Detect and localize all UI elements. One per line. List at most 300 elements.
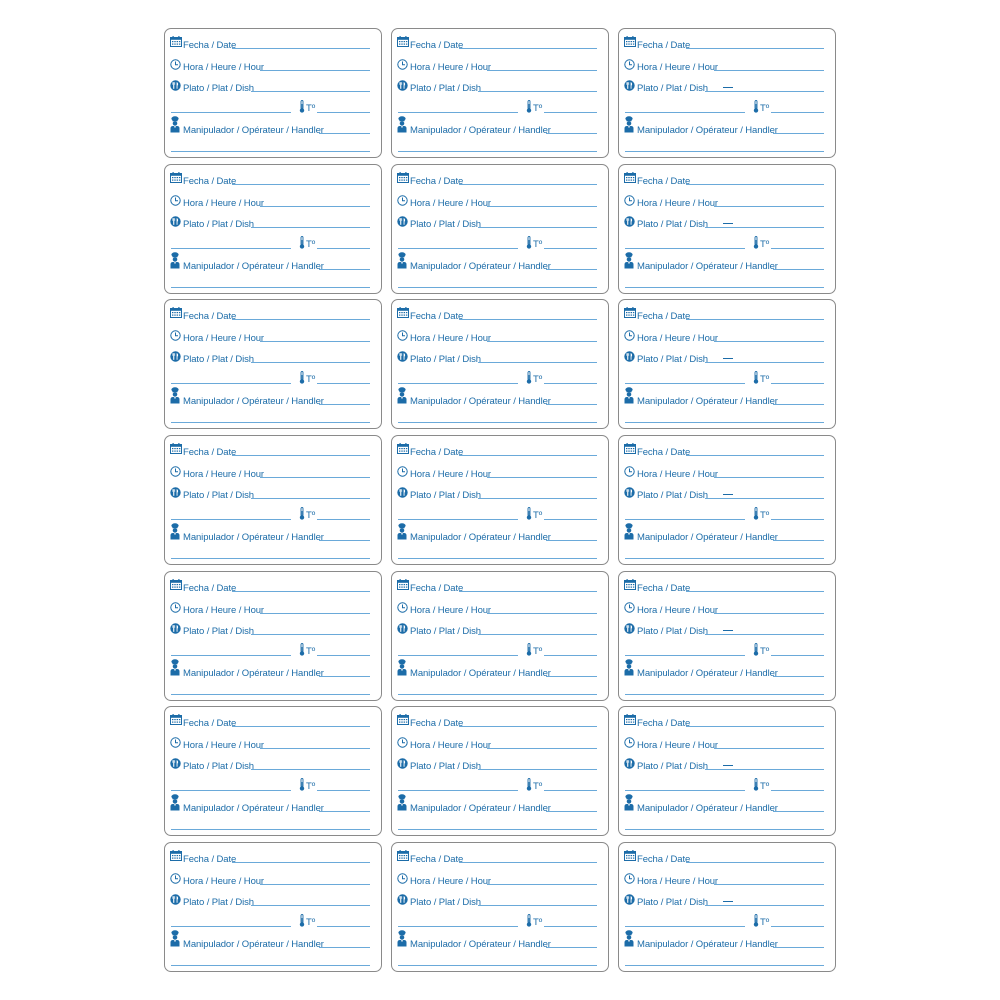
dish-field-line[interactable] (251, 769, 370, 770)
handler-field-line[interactable] (773, 540, 824, 541)
date-field-line[interactable] (459, 591, 597, 592)
date-label: Fecha / Date (183, 311, 237, 323)
handler-extra-line[interactable] (171, 422, 370, 423)
handler-label: Manipulador / Opérateur / Handler (637, 125, 778, 136)
calendar-icon (624, 172, 636, 183)
cutlery-icon (624, 758, 635, 769)
clock-icon (397, 737, 408, 748)
chef-icon (623, 659, 635, 676)
date-label: Fecha / Date (410, 854, 464, 866)
extra-field-line[interactable] (398, 790, 518, 791)
extra-field-line[interactable] (398, 655, 518, 656)
handler-label: Manipulador / Opérateur / Handler (183, 667, 324, 679)
hour-field-line[interactable] (487, 477, 597, 478)
dish-label: Plato / Plat / Dish (183, 218, 254, 230)
label-card (618, 842, 836, 972)
chef-icon (396, 252, 408, 269)
label-card (164, 164, 382, 294)
handler-extra-line[interactable] (625, 829, 824, 830)
temperature-field-line[interactable] (544, 383, 597, 384)
chef-icon (623, 794, 635, 811)
handler-label: Manipulador / Opérateur / Handler (183, 396, 324, 408)
hour-label: Hora / Heure / Hour (637, 333, 718, 345)
handler-extra-line[interactable] (171, 965, 370, 966)
date-label: Fecha / Date (637, 175, 691, 187)
extra-field-line[interactable] (171, 519, 291, 520)
calendar-icon (170, 307, 182, 318)
label-card (164, 299, 382, 429)
clock-icon (624, 602, 635, 613)
thermometer-icon (753, 914, 759, 927)
handler-label: Manipulador / Opérateur / Handler (637, 396, 778, 408)
hour-field-line[interactable] (260, 206, 370, 207)
clock-icon (170, 195, 181, 206)
handler-extra-line[interactable] (171, 694, 370, 695)
clock-icon (170, 59, 181, 70)
dish-field-line[interactable] (478, 769, 597, 770)
handler-label: Manipulador / Opérateur / Handler (637, 803, 778, 815)
temperature-field-line[interactable] (771, 112, 824, 113)
date-field-line[interactable] (686, 319, 824, 320)
thermometer-icon (753, 643, 759, 656)
date-label: Fecha / Date (183, 718, 237, 730)
chef-icon (396, 523, 408, 540)
hour-label: Hora / Heure / Hour (410, 62, 491, 73)
handler-extra-line[interactable] (171, 287, 370, 288)
temperature-field-line[interactable] (544, 926, 597, 927)
handler-field-line[interactable] (773, 676, 824, 677)
temperature-field-line[interactable] (544, 790, 597, 791)
date-field-line[interactable] (686, 48, 824, 49)
label-card (391, 164, 609, 294)
handler-extra-line[interactable] (398, 829, 597, 830)
handler-extra-line[interactable] (398, 422, 597, 423)
calendar-icon (170, 172, 182, 183)
hour-field-line[interactable] (260, 70, 370, 71)
handler-field-line[interactable] (546, 269, 597, 270)
date-field-line[interactable] (232, 862, 370, 863)
dish-label: Plato / Plat / Dish (637, 83, 708, 94)
hour-field-line[interactable] (260, 613, 370, 614)
clock-icon (624, 737, 635, 748)
handler-label: Manipulador / Opérateur / Handler (410, 803, 551, 815)
date-field-line[interactable] (459, 455, 597, 456)
dish-field-line[interactable] (478, 227, 597, 228)
handler-extra-line[interactable] (625, 422, 824, 423)
extra-field-line[interactable] (625, 655, 745, 656)
cutlery-icon (624, 487, 635, 498)
handler-field-line[interactable] (546, 540, 597, 541)
dish-dash-mark (723, 223, 733, 224)
extra-field-line[interactable] (398, 383, 518, 384)
dish-field-line[interactable] (478, 634, 597, 635)
hour-field-line[interactable] (260, 748, 370, 749)
hour-label: Hora / Heure / Hour (183, 604, 264, 616)
handler-field-line[interactable] (319, 404, 370, 405)
hour-field-line[interactable] (487, 748, 597, 749)
handler-field-line[interactable] (773, 269, 824, 270)
handler-extra-line[interactable] (398, 558, 597, 559)
handler-label: Manipulador / Opérateur / Handler (637, 260, 778, 272)
date-field-line[interactable] (459, 48, 597, 49)
temperature-field-line[interactable] (317, 926, 370, 927)
hour-label: Hora / Heure / Hour (410, 604, 491, 616)
handler-label: Manipulador / Opérateur / Handler (410, 125, 551, 136)
thermometer-icon (753, 778, 759, 791)
date-field-line[interactable] (459, 726, 597, 727)
dish-field-line[interactable] (705, 227, 824, 228)
handler-extra-line[interactable] (625, 151, 824, 152)
calendar-icon (397, 36, 409, 47)
clock-icon (397, 330, 408, 341)
temperature-label: Tº (306, 781, 316, 793)
date-field-line[interactable] (232, 184, 370, 185)
handler-extra-line[interactable] (398, 965, 597, 966)
date-label: Fecha / Date (637, 40, 691, 51)
thermometer-icon (299, 914, 305, 927)
dish-field-line[interactable] (251, 498, 370, 499)
handler-extra-line[interactable] (625, 558, 824, 559)
clock-icon (170, 873, 181, 884)
hour-field-line[interactable] (714, 70, 824, 71)
extra-field-line[interactable] (171, 248, 291, 249)
date-field-line[interactable] (686, 862, 824, 863)
handler-field-line[interactable] (773, 811, 824, 812)
handler-field-line[interactable] (319, 676, 370, 677)
temperature-label: Tº (760, 238, 770, 250)
dish-field-line[interactable] (251, 362, 370, 363)
extra-field-line[interactable] (398, 926, 518, 927)
extra-field-line[interactable] (625, 383, 745, 384)
thermometer-icon (526, 778, 532, 791)
dish-field-line[interactable] (705, 362, 824, 363)
calendar-icon (170, 36, 182, 47)
calendar-icon (170, 850, 182, 861)
temperature-field-line[interactable] (771, 248, 824, 249)
hour-label: Hora / Heure / Hour (637, 876, 718, 888)
date-field-line[interactable] (686, 184, 824, 185)
dish-field-line[interactable] (251, 905, 370, 906)
date-label: Fecha / Date (637, 311, 691, 323)
chef-icon (169, 387, 181, 404)
hour-field-line[interactable] (487, 341, 597, 342)
clock-icon (397, 466, 408, 477)
handler-label: Manipulador / Opérateur / Handler (410, 532, 551, 544)
label-card (164, 842, 382, 972)
handler-field-line[interactable] (546, 404, 597, 405)
dish-field-line[interactable] (705, 91, 824, 92)
label-card (618, 706, 836, 836)
date-label: Fecha / Date (410, 40, 464, 51)
date-label: Fecha / Date (637, 854, 691, 866)
label-card (391, 28, 609, 158)
handler-field-line[interactable] (773, 404, 824, 405)
temperature-field-line[interactable] (771, 519, 824, 520)
temperature-field-line[interactable] (317, 248, 370, 249)
handler-label: Manipulador / Opérateur / Handler (637, 532, 778, 544)
handler-extra-line[interactable] (171, 151, 370, 152)
label-card (391, 299, 609, 429)
clock-icon (170, 330, 181, 341)
dish-dash-mark (723, 765, 733, 766)
date-field-line[interactable] (232, 591, 370, 592)
temperature-field-line[interactable] (544, 519, 597, 520)
calendar-icon (397, 714, 409, 725)
date-field-line[interactable] (686, 591, 824, 592)
chef-icon (396, 930, 408, 947)
label-card (618, 164, 836, 294)
temperature-label: Tº (533, 645, 543, 657)
dish-label: Plato / Plat / Dish (410, 83, 481, 94)
dish-field-line[interactable] (478, 91, 597, 92)
dish-label: Plato / Plat / Dish (183, 761, 254, 773)
date-field-line[interactable] (232, 319, 370, 320)
chef-icon (623, 930, 635, 947)
handler-label: Manipulador / Opérateur / Handler (183, 939, 324, 951)
temperature-label: Tº (760, 103, 770, 114)
date-label: Fecha / Date (183, 854, 237, 866)
hour-label: Hora / Heure / Hour (637, 604, 718, 616)
hour-label: Hora / Heure / Hour (637, 469, 718, 481)
temperature-field-line[interactable] (771, 383, 824, 384)
chef-icon (623, 387, 635, 404)
extra-field-line[interactable] (171, 383, 291, 384)
label-card (618, 435, 836, 565)
dish-field-line[interactable] (705, 634, 824, 635)
dish-label: Plato / Plat / Dish (637, 490, 708, 502)
date-label: Fecha / Date (410, 582, 464, 594)
extra-field-line[interactable] (625, 790, 745, 791)
dish-label: Plato / Plat / Dish (410, 218, 481, 230)
thermometer-icon (526, 914, 532, 927)
temperature-field-line[interactable] (317, 383, 370, 384)
handler-label: Manipulador / Opérateur / Handler (183, 260, 324, 272)
calendar-icon (397, 307, 409, 318)
hour-label: Hora / Heure / Hour (637, 62, 718, 73)
temperature-label: Tº (533, 238, 543, 250)
dish-field-line[interactable] (705, 498, 824, 499)
thermometer-icon (526, 507, 532, 520)
temperature-label: Tº (760, 645, 770, 657)
handler-extra-line[interactable] (625, 287, 824, 288)
handler-field-line[interactable] (773, 947, 824, 948)
cutlery-icon (397, 487, 408, 498)
temperature-field-line[interactable] (771, 926, 824, 927)
temperature-label: Tº (533, 510, 543, 522)
temperature-field-line[interactable] (544, 655, 597, 656)
extra-field-line[interactable] (398, 248, 518, 249)
dish-label: Plato / Plat / Dish (183, 490, 254, 502)
dish-label: Plato / Plat / Dish (183, 897, 254, 909)
hour-label: Hora / Heure / Hour (410, 197, 491, 209)
calendar-icon (397, 579, 409, 590)
handler-field-line[interactable] (773, 133, 824, 134)
temperature-label: Tº (533, 374, 543, 386)
thermometer-icon (526, 371, 532, 384)
dish-label: Plato / Plat / Dish (637, 218, 708, 230)
label-card (391, 571, 609, 701)
clock-icon (170, 602, 181, 613)
dish-field-line[interactable] (251, 227, 370, 228)
handler-field-line[interactable] (319, 269, 370, 270)
dish-field-line[interactable] (478, 498, 597, 499)
cutlery-icon (397, 758, 408, 769)
clock-icon (624, 59, 635, 70)
date-label: Fecha / Date (637, 718, 691, 730)
hour-field-line[interactable] (714, 341, 824, 342)
temperature-label: Tº (760, 374, 770, 386)
cutlery-icon (170, 216, 181, 227)
hour-field-line[interactable] (260, 884, 370, 885)
calendar-icon (624, 714, 636, 725)
hour-field-line[interactable] (714, 477, 824, 478)
handler-field-line[interactable] (546, 947, 597, 948)
extra-field-line[interactable] (171, 790, 291, 791)
hour-field-line[interactable] (714, 884, 824, 885)
temperature-field-line[interactable] (317, 790, 370, 791)
dish-label: Plato / Plat / Dish (637, 761, 708, 773)
dish-label: Plato / Plat / Dish (637, 354, 708, 366)
extra-field-line[interactable] (171, 655, 291, 656)
thermometer-icon (299, 100, 305, 113)
dish-field-line[interactable] (705, 905, 824, 906)
calendar-icon (170, 579, 182, 590)
cutlery-icon (397, 80, 408, 91)
handler-extra-line[interactable] (398, 151, 597, 152)
cutlery-icon (624, 623, 635, 634)
calendar-icon (624, 579, 636, 590)
extra-field-line[interactable] (625, 519, 745, 520)
label-card (391, 706, 609, 836)
cutlery-icon (170, 80, 181, 91)
hour-field-line[interactable] (487, 206, 597, 207)
cutlery-icon (624, 894, 635, 905)
handler-field-line[interactable] (546, 811, 597, 812)
thermometer-icon (299, 778, 305, 791)
handler-field-line[interactable] (319, 133, 370, 134)
temperature-field-line[interactable] (544, 112, 597, 113)
handler-field-line[interactable] (546, 133, 597, 134)
handler-label: Manipulador / Opérateur / Handler (183, 803, 324, 815)
handler-field-line[interactable] (319, 947, 370, 948)
extra-field-line[interactable] (171, 926, 291, 927)
temperature-label: Tº (306, 510, 316, 522)
cutlery-icon (170, 758, 181, 769)
clock-icon (170, 737, 181, 748)
dish-field-line[interactable] (705, 769, 824, 770)
thermometer-icon (753, 236, 759, 249)
handler-label: Manipulador / Opérateur / Handler (637, 667, 778, 679)
extra-field-line[interactable] (625, 248, 745, 249)
handler-field-line[interactable] (546, 676, 597, 677)
handler-extra-line[interactable] (398, 287, 597, 288)
handler-extra-line[interactable] (398, 694, 597, 695)
temperature-label: Tº (306, 917, 316, 929)
date-label: Fecha / Date (410, 718, 464, 730)
temperature-label: Tº (533, 917, 543, 929)
clock-icon (624, 466, 635, 477)
temperature-label: Tº (533, 781, 543, 793)
calendar-icon (624, 307, 636, 318)
dish-dash-mark (723, 87, 733, 88)
temperature-field-line[interactable] (771, 655, 824, 656)
date-field-line[interactable] (459, 862, 597, 863)
dish-label: Plato / Plat / Dish (183, 625, 254, 637)
date-label: Fecha / Date (183, 582, 237, 594)
extra-field-line[interactable] (625, 112, 745, 113)
hour-field-line[interactable] (487, 70, 597, 71)
date-field-line[interactable] (686, 726, 824, 727)
date-label: Fecha / Date (183, 447, 237, 459)
clock-icon (397, 59, 408, 70)
hour-field-line[interactable] (487, 884, 597, 885)
label-card (618, 28, 836, 158)
extra-field-line[interactable] (398, 519, 518, 520)
hour-field-line[interactable] (487, 613, 597, 614)
handler-extra-line[interactable] (625, 965, 824, 966)
cutlery-icon (624, 216, 635, 227)
date-field-line[interactable] (459, 319, 597, 320)
hour-label: Hora / Heure / Hour (183, 197, 264, 209)
dish-label: Plato / Plat / Dish (637, 625, 708, 637)
temperature-field-line[interactable] (317, 655, 370, 656)
chef-icon (623, 116, 635, 133)
dish-label: Plato / Plat / Dish (410, 625, 481, 637)
temperature-field-line[interactable] (544, 248, 597, 249)
dish-label: Plato / Plat / Dish (410, 354, 481, 366)
hour-field-line[interactable] (260, 341, 370, 342)
hour-field-line[interactable] (714, 613, 824, 614)
temperature-field-line[interactable] (317, 112, 370, 113)
extra-field-line[interactable] (625, 926, 745, 927)
label-card (391, 435, 609, 565)
hour-field-line[interactable] (260, 477, 370, 478)
date-field-line[interactable] (232, 455, 370, 456)
dish-field-line[interactable] (251, 634, 370, 635)
dish-field-line[interactable] (251, 91, 370, 92)
date-field-line[interactable] (232, 48, 370, 49)
dish-field-line[interactable] (478, 362, 597, 363)
clock-icon (397, 873, 408, 884)
extra-field-line[interactable] (171, 112, 291, 113)
dish-field-line[interactable] (478, 905, 597, 906)
handler-label: Manipulador / Opérateur / Handler (410, 939, 551, 951)
handler-field-line[interactable] (319, 540, 370, 541)
label-card (618, 299, 836, 429)
handler-extra-line[interactable] (171, 829, 370, 830)
handler-extra-line[interactable] (625, 694, 824, 695)
date-field-line[interactable] (686, 455, 824, 456)
hour-field-line[interactable] (714, 206, 824, 207)
hour-field-line[interactable] (714, 748, 824, 749)
hour-label: Hora / Heure / Hour (183, 333, 264, 345)
cutlery-icon (624, 80, 635, 91)
clock-icon (624, 873, 635, 884)
clock-icon (397, 195, 408, 206)
handler-extra-line[interactable] (171, 558, 370, 559)
date-field-line[interactable] (232, 726, 370, 727)
dish-label: Plato / Plat / Dish (637, 897, 708, 909)
temperature-field-line[interactable] (771, 790, 824, 791)
temperature-field-line[interactable] (317, 519, 370, 520)
handler-field-line[interactable] (319, 811, 370, 812)
date-field-line[interactable] (459, 184, 597, 185)
dish-label: Plato / Plat / Dish (410, 490, 481, 502)
handler-label: Manipulador / Opérateur / Handler (410, 396, 551, 408)
dish-label: Plato / Plat / Dish (410, 897, 481, 909)
date-label: Fecha / Date (637, 582, 691, 594)
extra-field-line[interactable] (398, 112, 518, 113)
